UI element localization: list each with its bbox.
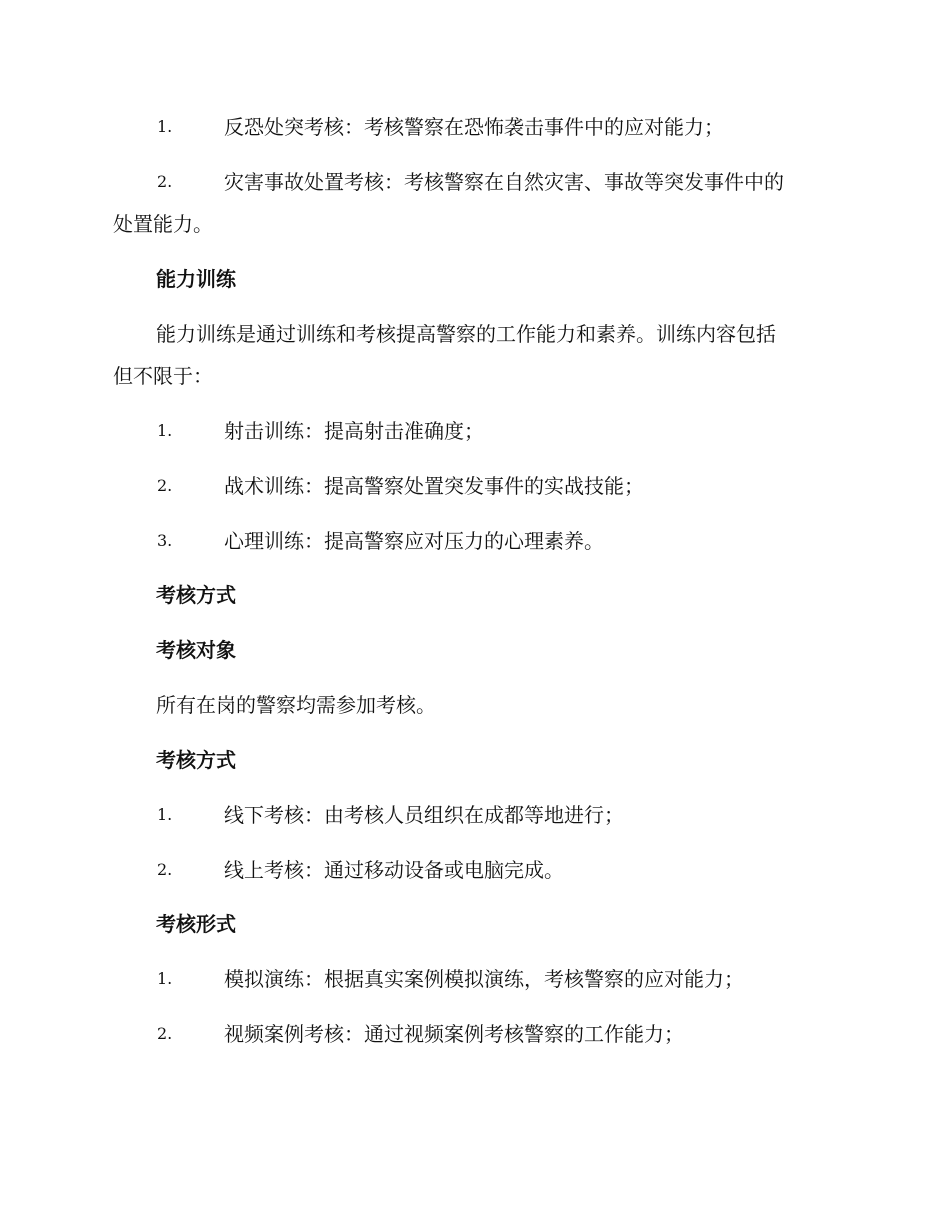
subheading-form: 考核形式 — [156, 912, 236, 936]
list-item-text: 战术训练：提高警察处置突发事件的实战技能； — [224, 474, 644, 498]
list-number: 2. — [157, 476, 173, 495]
subheading-target: 考核对象 — [156, 638, 236, 662]
section-heading-training: 能力训练 — [156, 267, 236, 291]
list-item-text: 灾害事故处置考核：考核警察在自然灾害、事故等突发事件中的 — [224, 170, 784, 194]
list-number: 3. — [157, 531, 173, 550]
list-item-text: 射击训练：提高射击准确度； — [224, 419, 484, 443]
list-number: 2. — [157, 860, 173, 879]
list-number: 2. — [157, 172, 173, 191]
list-item-text: 线上考核：通过移动设备或电脑完成。 — [224, 858, 564, 882]
list-number: 2. — [157, 1024, 173, 1043]
list-number: 1. — [157, 969, 173, 988]
list-number: 1. — [157, 421, 173, 440]
list-item-text: 心理训练：提高警察应对压力的心理素养。 — [224, 529, 604, 553]
list-number: 1. — [157, 117, 173, 136]
list-item-text: 模拟演练：根据真实案例模拟演练，考核警察的应对能力； — [224, 967, 744, 991]
section-heading-method: 考核方式 — [156, 583, 236, 607]
list-number: 1. — [157, 805, 173, 824]
list-item-text-continuation: 处置能力。 — [113, 212, 213, 236]
training-paragraph: 能力训练是通过训练和考核提高警察的工作能力和素养。训练内容包括 — [156, 322, 776, 346]
list-item-text: 反恐处突考核：考核警察在恐怖袭击事件中的应对能力； — [224, 115, 724, 139]
subheading-method: 考核方式 — [156, 748, 236, 772]
target-paragraph: 所有在岗的警察均需参加考核。 — [156, 693, 436, 717]
list-item-text: 线下考核：由考核人员组织在成都等地进行； — [224, 803, 624, 827]
training-paragraph-continuation: 但不限于： — [113, 364, 213, 388]
list-item-text: 视频案例考核：通过视频案例考核警察的工作能力； — [224, 1022, 684, 1046]
